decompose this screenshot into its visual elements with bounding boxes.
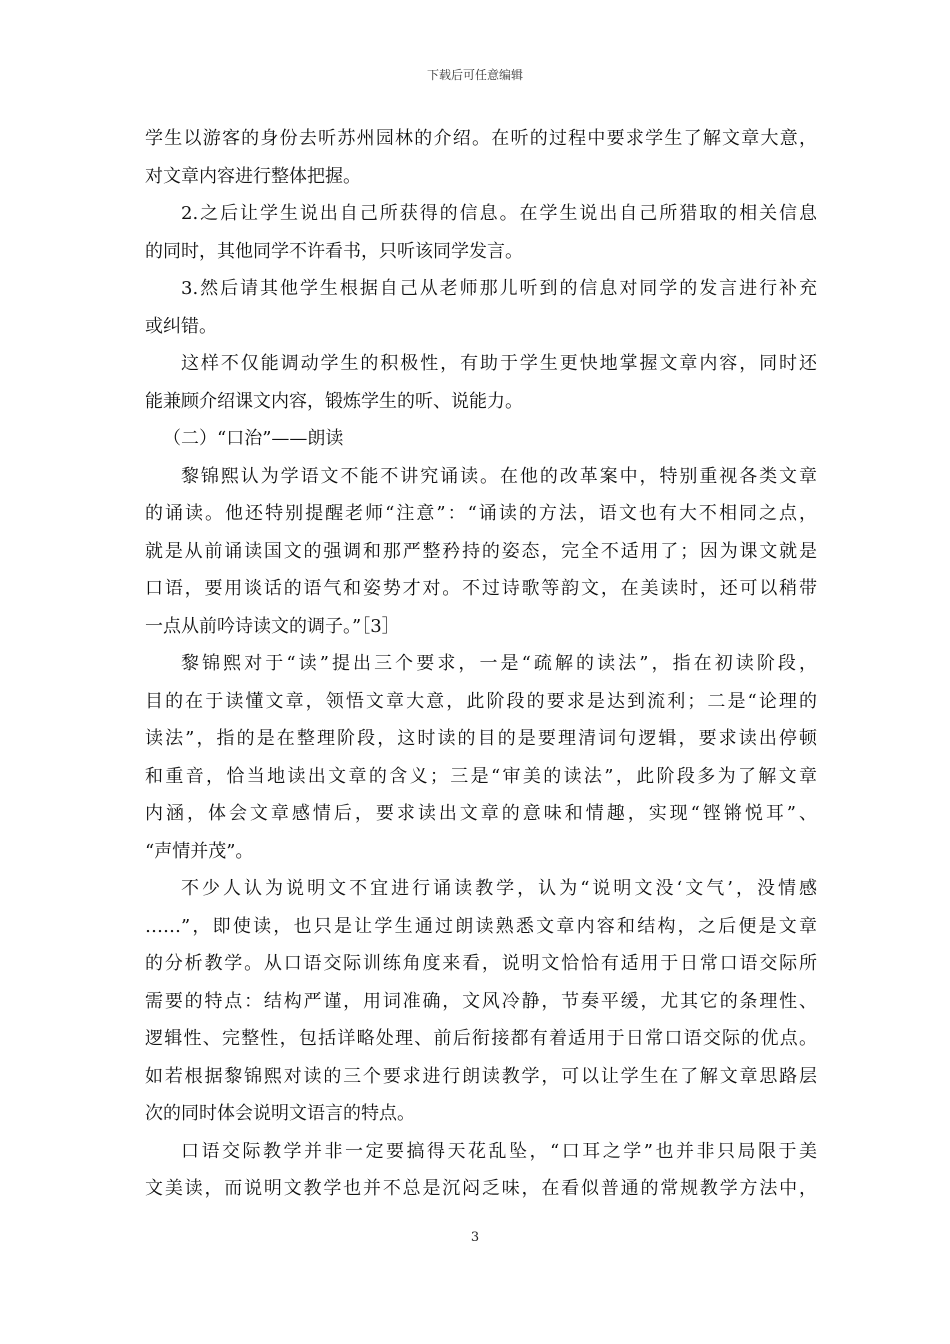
text-line: 的同时，其他同学不许看书，只听该同学发言。 <box>145 240 523 262</box>
text-line: “声情并茂”。 <box>145 840 254 862</box>
text-line: 口语，要用谈话的语气和姿势才对。不过诗歌等韵文，在美读时，还可以稍带 <box>145 578 817 599</box>
text-line: 学生以游客的身份去听苏州园林的介绍。在听的过程中要求学生了解文章大意， <box>145 128 817 149</box>
page-header-note: 下载后可任意编辑 <box>426 68 523 82</box>
document-body <box>145 120 817 1208</box>
text-line: 和重音，恰当地读出文章的含义；三是“审美的读法”，此阶段多为了解文章 <box>145 765 817 787</box>
text-line: 的诵读。他还特别提醒老师“注意”：“诵读的方法，语文也有大不相同之点， <box>145 503 817 524</box>
page-number: 3 <box>470 1230 480 1245</box>
text-line: 需要的特点：结构严谨，用词准确，文风冷静，节奏平缓，尤其它的条理性、 <box>145 990 817 1012</box>
text-line: 对文章内容进行整体把握。 <box>145 165 361 187</box>
text-line: 口语交际教学并非一定要搞得天花乱坠，“口耳之学”也并非只局限于美 <box>181 1140 817 1162</box>
text-line: 2.之后让学生说出自己所获得的信息。在学生说出自己所猎取的相关信息 <box>181 203 817 224</box>
text-line: 这样不仅能调动学生的积极性，有助于学生更快地掌握文章内容，同时还 <box>181 353 817 374</box>
text-line: 黎锦熙对于“读”提出三个要求，一是“疏解的读法”，指在初读阶段， <box>181 653 817 674</box>
text-line: ……”，即使读，也只是让学生通过朗读熟悉文章内容和结构，之后便是文章 <box>145 915 817 937</box>
text-line: 逻辑性、完整性，包括详略处理、前后衔接都有着适用于日常口语交际的优点。 <box>145 1028 817 1049</box>
text-line: 内涵，体会文章感情后，要求读出文章的意味和情趣，实现“铿锵悦耳”、 <box>145 803 817 824</box>
text-line: 能兼顾介绍课文内容，锻炼学生的听、说能力。 <box>145 390 523 412</box>
text-line: 目的在于读懂文章，领悟文章大意，此阶段的要求是达到流利；二是“论理的 <box>145 690 817 712</box>
text-line: 不少人认为说明文不宜进行诵读教学，认为“说明文没‘文气’，没情感 <box>181 878 817 899</box>
text-line: 如若根据黎锦熙对读的三个要求进行朗读教学，可以让学生在了解文章思路层 <box>145 1065 817 1087</box>
text-line: 读法”，指的是在整理阶段，这时读的目的是要理清词句逻辑，要求读出停顿 <box>145 728 817 749</box>
text-line: 3.然后请其他学生根据自己从老师那儿听到的信息对同学的发言进行补充 <box>181 278 817 299</box>
text-line: 文美读，而说明文教学也并不总是沉闷乏味，在看似普通的常规教学方法中， <box>145 1178 817 1199</box>
text-line: 次的同时体会说明文语言的特点。 <box>145 1103 415 1124</box>
text-line: 或纠错。 <box>145 315 217 337</box>
text-line: 黎锦熙认为学语文不能不讲究诵读。在他的改革案中，特别重视各类文章 <box>181 465 817 487</box>
text-line: 就是从前诵读国文的强调和那严整矜持的姿态，完全不适用了；因为课文就是 <box>145 540 817 562</box>
section-heading: （二）“口治”——朗读 <box>163 428 344 449</box>
text-line: 一点从前吟诗读文的调子。”［3］ <box>145 615 400 637</box>
text-line: 的分析教学。从口语交际训练角度来看，说明文恰恰有适用于日常口语交际所 <box>145 953 817 974</box>
